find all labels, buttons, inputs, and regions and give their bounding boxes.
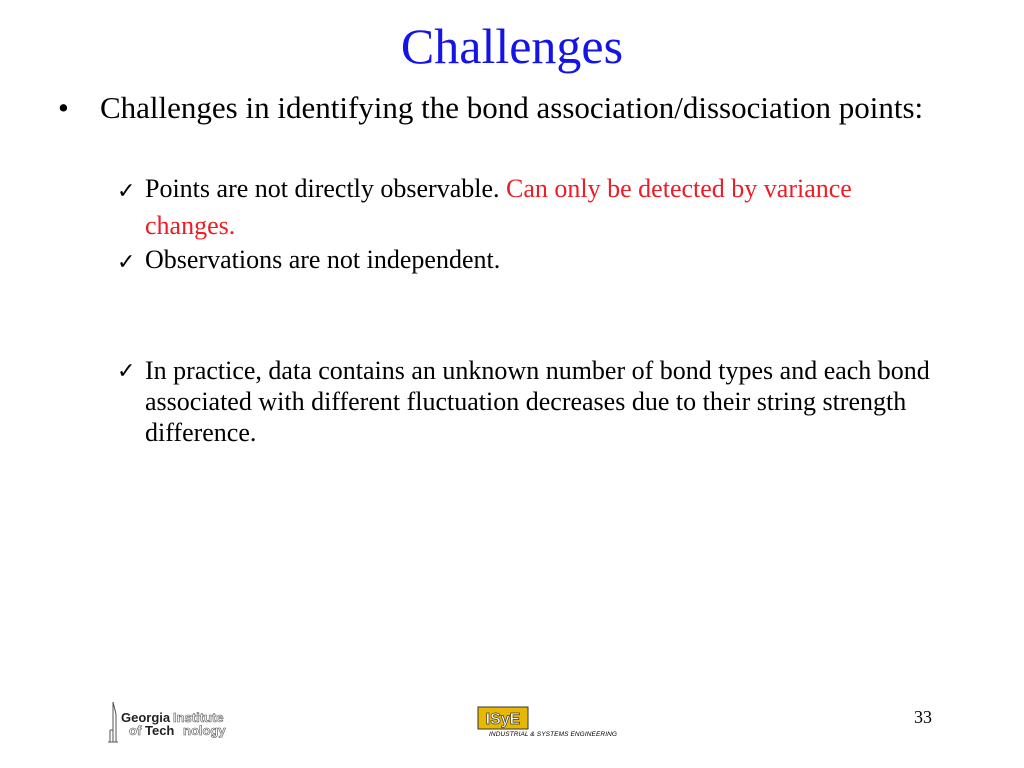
sub-item-text: Points are not directly observable.	[145, 174, 500, 203]
gt-tech-text: Tech	[145, 723, 175, 738]
check-icon: ✓	[117, 358, 136, 383]
main-bullet-text: Challenges in identifying the bond association/dissociation points:	[100, 90, 924, 125]
gt-georgia-text: Georgia	[121, 710, 171, 725]
gt-institute-text: Institute	[173, 710, 224, 725]
gt-of-text: of	[129, 723, 142, 738]
check-icon: ✓	[117, 178, 136, 203]
isye-mark-text: ISyE	[485, 711, 521, 728]
sub-item-text: Observations are not independent.	[145, 245, 501, 274]
sub-item-highlight: Can only be detected by variance changes.	[145, 174, 852, 240]
sub-item-text: In practice, data contains an unknown number of bond types and each bond associated with different fluctuation decreases due to their string strength difference.	[145, 356, 930, 447]
check-icon: ✓	[117, 249, 136, 274]
gt-nology-text: nology	[183, 723, 226, 738]
page-number: 33	[914, 707, 932, 727]
georgia-tech-logo	[105, 698, 265, 744]
isye-caption: INDUSTRIAL & SYSTEMS ENGINEERING	[489, 731, 618, 738]
slide-title: Challenges	[400, 18, 624, 74]
bullet-marker: •	[58, 90, 69, 125]
